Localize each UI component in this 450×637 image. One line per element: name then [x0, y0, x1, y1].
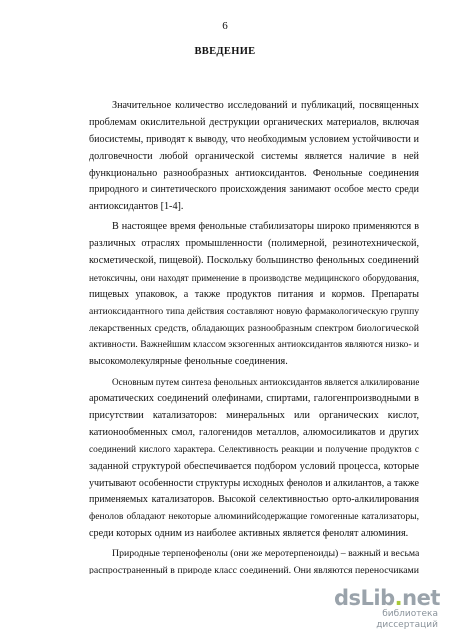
text-line: распространенный в природе класс соединений. Они являются переносчиками	[89, 565, 419, 575]
text-line: проблемам окислительной деструкции органических материалов, включая	[89, 116, 419, 128]
text-line: активности. Важнейшим классом экзогенных антиоксидантов являются низко- и	[89, 339, 419, 351]
text-line: соединений кислого характера. Селективность реакции и получение продуктов с	[89, 444, 419, 455]
text-line: учитывают особенности структуры исходных фенолов и алкилантов, а также	[89, 477, 419, 489]
text-line: биосистемы, приводят к выводу, что необходимым условием устойчивости и	[89, 133, 419, 145]
page-number: 6	[222, 20, 228, 32]
text-line: Основным путем синтеза фенольных антиоксидантов является алкилирование	[112, 377, 419, 388]
paragraph-2	[89, 219, 419, 371]
text-line: косметической, пищевой). Поскольку большинство фенольных соединений	[89, 255, 419, 267]
text-line: Значительное количество исследований и публикаций, посвященных	[112, 100, 419, 111]
text-line: В настоящее время фенольные стабилизаторы широко применяются в	[112, 221, 419, 233]
logo-dot: .	[394, 586, 403, 610]
text-line: присутствии катализаторов: минеральных или органических кислот,	[89, 410, 419, 422]
logo-subtitle: библиотека диссертаций	[376, 609, 438, 630]
logo-main: dsLib	[334, 586, 395, 610]
text-line: заданной структурой обеспечивается подбором условий процесса, которые	[89, 460, 419, 472]
text-line: природного и синтетического происхождения занимают особое место среди	[89, 184, 419, 196]
text-line: применяемых катализаторов. Высокой селективностью орто-алкилирования	[89, 494, 419, 506]
text-line: антиоксидантов [1-4].	[89, 201, 184, 213]
text-line: различных отраслях промышленности (полимерной, резинотехнической,	[89, 238, 419, 250]
text-line: фенолов обладают некоторые алюминийсодержащие гомогенные катализаторы,	[89, 511, 419, 523]
text-line: антиоксидантного типа действия составляют новую фармакологическую группу	[89, 305, 419, 317]
text-line: долговечности любой органической системы является наличие в ней	[89, 150, 419, 162]
logo-tld: net	[402, 586, 440, 610]
paragraph-3	[89, 374, 419, 543]
dslib-watermark	[334, 586, 440, 630]
paragraph-4	[89, 546, 419, 574]
dslib-logo	[334, 587, 438, 609]
text-line: среди которых одним из наиболее активных является фенолят алюминия.	[89, 528, 409, 540]
text-line: нетоксичны, они находят применение в производстве медицинского оборудования,	[89, 272, 419, 283]
text-line: функционально разнообразных антиоксидантов. Фенольные соединения	[89, 167, 419, 179]
page-title: ВВЕДЕНИЕ	[194, 46, 256, 57]
document-body	[89, 98, 419, 574]
text-line: катионообменных смол, галогенидов металлов, алюмосиликатов и других	[89, 426, 419, 438]
text-line: Природные терпенофенолы (они же меротерпеноиды) – важный и весьма	[112, 548, 419, 560]
text-line: лекарственных средств, обладающих разнообразным спектром биологической	[89, 322, 419, 334]
text-line: пищевых упаковок, а также продуктов питания и кормов. Препараты	[89, 288, 419, 300]
text-line: высокомолекулярные фенольные соединения.	[89, 356, 288, 368]
paragraph-1	[89, 98, 419, 216]
text-line: ароматических соединений олефинами, спиртами, галогенпроизводными в	[89, 393, 419, 405]
